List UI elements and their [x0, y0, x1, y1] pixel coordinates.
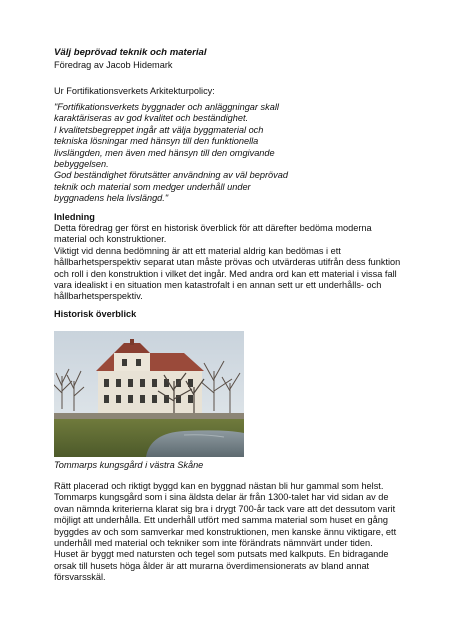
text-line: byggdes av och som samverkar med konstruktionen, men kanske ännu viktigare, ett: [54, 526, 397, 537]
paragraph-historisk: [54, 481, 396, 584]
text-line: vara idealiskt i en situation men katastrofalt i en annan sett ur ett underhålls- och: [54, 280, 382, 291]
text-line: Huset är byggt med natursten och tegel som putsats med kalkputs. En bidragande: [54, 549, 389, 560]
text-line: Detta föredrag ger först en historisk överblick för att därefter bedöma moderna: [54, 223, 372, 233]
quote-line: livslängden, men även med hänsyn till den omgivande: [54, 147, 275, 158]
quote-line: God beständighet förutsätter användning av väl beprövad: [54, 170, 288, 181]
text-line: hållbarhetsperspektiv.: [54, 291, 143, 302]
text-line: Tommarps kungsgård som i sina äldsta delar är från 1300-talet har vid sidan av de: [54, 492, 389, 503]
quote-line: karaktäriseras av god kvalitet och beständighet.: [54, 113, 249, 124]
quote-line: tekniska lösningar med hänsyn till den funktionella: [54, 136, 259, 147]
quote-line: "Fortifikationsverkets byggnader och anläggningar skall: [54, 102, 279, 112]
document-byline: Föredrag av Jacob Hidemark: [54, 60, 173, 70]
text-line: material och konstruktioner.: [54, 234, 167, 245]
text-line: orsak till husets höga ålder är att murarna överdimensionerats av bland annat: [54, 560, 370, 571]
paragraph-inledning: [54, 223, 400, 303]
text-line: Rätt placerad och riktigt byggd kan en byggnad nästan bli hur gammal som helst.: [54, 481, 384, 491]
document-title: Välj beprövad teknik och material: [54, 47, 207, 58]
text-line: försvarsskäl.: [54, 572, 106, 583]
quote-line: teknik och material som medger underhåll under: [54, 181, 251, 192]
quote-line: byggnadens hela livslängd.": [54, 193, 169, 204]
quote-line: I kvalitetsbegreppet ingår att välja byggmaterial och: [54, 124, 264, 135]
policy-quote: [54, 102, 288, 205]
photo-caption: Tommarps kungsgård i västra Skåne: [54, 460, 204, 470]
text-line: Viktigt vid denna bedömning är att ett material aldrig kan bedömas i ett: [54, 245, 341, 256]
heading-historisk-overblick: Historisk överblick: [54, 309, 137, 319]
text-line: underhåll med material och tekniker som inte förändrats nämnvärt under tiden.: [54, 538, 373, 549]
text-line: ovan nämnda kriterierna klarat sig bra i drygt 700-år tack vare att det dessutom varit: [54, 503, 396, 514]
text-line: hållbarhetsperspektiv separat utan måste prövas och utvärderas utifrån dess funktion: [54, 257, 401, 268]
policy-intro: Ur Fortifikationsverkets Arkitekturpolicy:: [54, 86, 215, 96]
photo-tommarps-kungsgard: [54, 331, 244, 457]
heading-inledning: Inledning: [54, 212, 95, 222]
text-line: möjligt att underhålla. Ett underhåll utfört med samma material som huset en gång: [54, 515, 388, 526]
text-line: och roll i den konstruktion i vilket det ingår. Med andra ord kan ett material i vissa fall: [54, 268, 397, 279]
quote-line: bebyggelsen.: [54, 159, 109, 170]
